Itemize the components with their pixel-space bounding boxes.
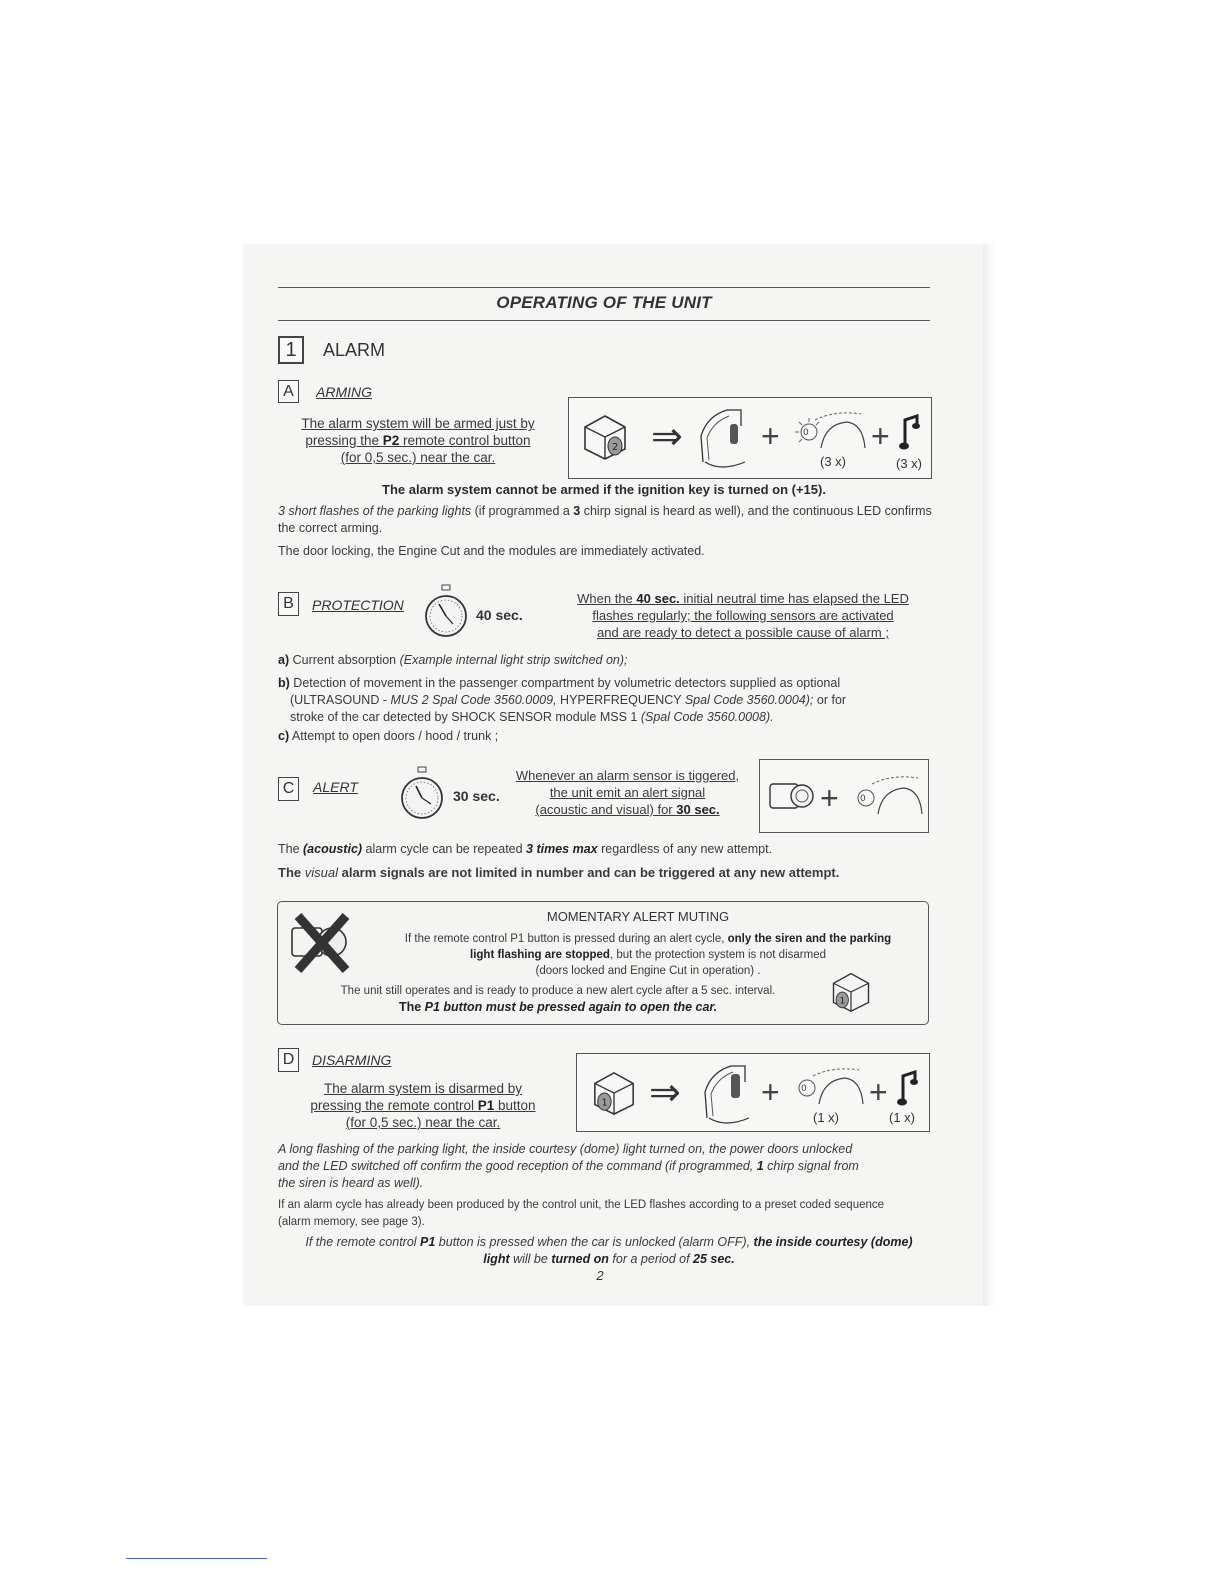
alert-label: ALERT: [313, 779, 358, 795]
disarming-p3b: P1: [420, 1235, 436, 1249]
disarming-diagram: [576, 1053, 930, 1132]
alert-p2-a: The: [278, 865, 305, 880]
item-b-line3a: stroke of the car detected by SHOCK SENSOR module MSS 1: [290, 710, 641, 724]
alert-note-line3b: 30 sec.: [676, 802, 720, 817]
svg-text:0: 0: [803, 428, 809, 438]
item-c-letter: c): [278, 729, 290, 743]
sheet-edge-shadow: [983, 244, 997, 1306]
siren-chirp-icon: [897, 1070, 919, 1106]
disarming-p2b: (alarm memory, see page 3).: [278, 1216, 425, 1228]
section-number: 1: [285, 338, 297, 361]
disarming-p1a: A long flashing of the parking light, the inside courtesy (dome) light turned on, the power doors unlocked: [278, 1142, 853, 1156]
siren-chirp-icon: [899, 414, 921, 450]
disarming-p3d: the inside courtesy (dome): [753, 1235, 913, 1249]
svg-text:0: 0: [801, 1084, 807, 1094]
item-a-letter: a): [278, 653, 290, 667]
right-arrow-icon: ⇒: [649, 1072, 681, 1114]
remote-control-icon: [581, 413, 629, 461]
item-b-line1: Detection of movement in the passenger compartment by volumetric detectors supplied as optional: [289, 676, 841, 690]
muting-l2a: light flashing are stopped: [470, 949, 610, 961]
stopwatch-icon: [422, 584, 470, 640]
plus-sign: +: [871, 418, 890, 454]
arming-label: ARMING: [316, 384, 372, 400]
plus-sign: +: [869, 1074, 888, 1110]
arming-activation-paragraph: The door locking, the Engine Cut and the modules are immediately activated.: [278, 544, 705, 558]
alert-note-line2: the unit emit an alert signal: [549, 785, 706, 800]
arming-letter: A: [283, 382, 294, 400]
plus-sign: +: [761, 1074, 780, 1110]
alert-note: [500, 767, 755, 818]
alert-acoustic-paragraph: [278, 841, 938, 858]
stopwatch-icon: [398, 766, 446, 822]
muting-l1b: only the siren and the parking: [727, 933, 892, 945]
disarming-siren-count: (1 x): [889, 1110, 915, 1125]
muting-l1a: If the remote control P1 button is pressed during an alert cycle,: [404, 933, 728, 945]
protection-item-c: [278, 728, 938, 745]
disarming-p3h: for a period of: [608, 1252, 694, 1266]
disarming-memory-paragraph: [278, 1197, 943, 1231]
protection-note: [555, 590, 931, 641]
disarming-p1e: the siren is heard as well).: [278, 1176, 424, 1190]
alert-time: 30 sec.: [453, 788, 500, 804]
muting-l2b: , but the protection system is not disarmed: [609, 949, 826, 961]
disarming-letter: D: [282, 1051, 295, 1068]
disarming-confirm-paragraph: [278, 1141, 943, 1192]
remote-control-icon: [830, 970, 872, 1014]
arming-desc-line2a: pressing the: [305, 433, 383, 448]
protection-label: PROTECTION: [312, 597, 404, 613]
disarming-p3i: 25 sec.: [693, 1252, 735, 1266]
remote-control-icon: [591, 1070, 637, 1116]
protection-note-a: When the: [577, 591, 637, 606]
muting-text-2: [308, 983, 808, 1016]
item-b-letter: b): [278, 676, 290, 690]
disarming-desc-line2c: button: [494, 1098, 536, 1113]
footer-link-rule: [126, 1558, 267, 1559]
section-number-box: [278, 336, 304, 364]
disarming-letter-box: [278, 1048, 299, 1072]
disarming-description: [275, 1080, 571, 1131]
disarming-desc-p1: P1: [477, 1098, 495, 1113]
disarming-p3f: will be: [509, 1252, 552, 1266]
item-b-line2a: (ULTRASOUND -: [290, 693, 391, 707]
muting-l5a: The: [398, 1000, 425, 1014]
arming-p1-c: chirp signal is heard as well), and the continuous LED confirms the correct arming.: [278, 504, 932, 535]
protection-note-e: and are ready to detect a possible cause of alarm ;: [597, 625, 889, 640]
arming-warning: The alarm system cannot be armed if the ignition key is turned on (+15).: [382, 482, 826, 497]
item-c-text: Attempt to open doors / hood / trunk ;: [289, 729, 499, 743]
alert-p1-d: 3 times max: [526, 842, 598, 856]
page-title: OPERATING OF THE UNIT: [496, 293, 712, 312]
arming-p1-b: 3: [573, 504, 581, 518]
muting-l4: The unit still operates and is ready to produce a new alert cycle after a 5 sec. interval.: [340, 985, 776, 997]
arming-desc-p2: P2: [382, 433, 400, 448]
title-rule-top: [278, 287, 930, 288]
muting-heading: MOMENTARY ALERT MUTING: [546, 909, 730, 924]
arming-siren-count: (3 x): [896, 456, 922, 471]
disarming-desc-line1: The alarm system is disarmed by: [323, 1081, 523, 1096]
alert-note-line3a: (acoustic and visual) for: [535, 802, 677, 817]
disarming-label: DISARMING: [312, 1052, 392, 1068]
arming-description: [283, 415, 553, 466]
disarming-courtesy-paragraph: [270, 1234, 948, 1268]
protection-letter-box: [278, 592, 299, 616]
parking-lights-icon: [848, 772, 924, 818]
svg-text:1: 1: [601, 1097, 608, 1109]
item-a-text: Current absorption: [289, 653, 400, 667]
arming-desc-line3: (for 0,5 sec.) near the car.: [340, 450, 496, 465]
alert-p1-b: (acoustic): [303, 842, 363, 856]
item-b-line3b: (Spal Code 3560.0008).: [640, 710, 774, 724]
alert-p2-c: alarm signals are not limited in number and can be triggered at any new attempt.: [337, 865, 840, 880]
disarming-p2a: If an alarm cycle has already been produced by the control unit, the LED flashes according to a preset coded sequence: [278, 1199, 885, 1211]
disarming-p3e: light: [483, 1252, 510, 1266]
parking-lights-icon: [791, 408, 867, 454]
page-number: 2: [596, 1268, 604, 1283]
muting-l3: (doors locked and Engine Cut in operation) .: [535, 965, 761, 977]
disarming-desc-line3: (for 0,5 sec.) near the car.: [345, 1115, 501, 1130]
disarming-p3c: button is pressed when the car is unlocked (alarm OFF),: [435, 1235, 754, 1249]
alert-p2-b: visual: [304, 865, 338, 880]
protection-note-c: initial neutral time has elapsed the LED: [679, 591, 909, 606]
disarming-p3a: If the remote control: [305, 1235, 421, 1249]
disarming-lights-count: (1 x): [813, 1110, 839, 1125]
arming-letter-box: [278, 380, 299, 403]
alert-letter-box: [278, 777, 299, 801]
disarming-p1b: and the LED switched off confirm the good reception of the command (if programmed,: [278, 1159, 757, 1173]
door-lock-icon: [697, 406, 749, 470]
title-rule-bottom: [278, 320, 930, 321]
disarming-p1d: chirp signal from: [763, 1159, 859, 1173]
svg-text:2: 2: [612, 442, 619, 453]
alert-p1-a: The: [278, 842, 304, 856]
svg-text:1: 1: [839, 996, 846, 1007]
muted-siren-icon: [288, 912, 354, 974]
arming-desc-line2b: remote control button: [399, 433, 531, 448]
muting-l5c: button must be pressed again to open the car.: [439, 1000, 718, 1014]
arming-confirm-paragraph: [278, 503, 938, 537]
item-a-italic: (Example internal light strip switched on);: [399, 653, 628, 667]
alert-note-line1: Whenever an alarm sensor is tiggered,: [515, 768, 740, 783]
svg-text:0: 0: [860, 794, 866, 804]
item-b-line2d: Spal Code 3560.0004);: [684, 693, 814, 707]
alert-p1-e: regardless of any new attempt.: [597, 842, 773, 856]
item-b-line2c: HYPERFREQUENCY: [556, 693, 685, 707]
plus-sign: +: [761, 418, 780, 454]
protection-time: 40 sec.: [476, 607, 523, 623]
muting-l5b: P1: [424, 1000, 440, 1014]
protection-item-a: [278, 652, 938, 669]
arming-p1-a: (if programmed a: [471, 504, 574, 518]
parking-lights-icon: [789, 1064, 865, 1110]
alert-p1-c: alarm cycle can be repeated: [362, 842, 527, 856]
section-heading: ALARM: [323, 340, 386, 360]
item-b-line2e: or for: [813, 693, 847, 707]
alert-letter: C: [282, 780, 295, 797]
disarming-desc-line2a: pressing the remote control: [310, 1098, 478, 1113]
arming-p1-italic: 3 short flashes of the parking lights: [278, 504, 472, 518]
disarming-p3g: turned on: [551, 1252, 609, 1266]
protection-letter: B: [283, 595, 294, 612]
protection-note-b: 40 sec.: [636, 591, 680, 606]
alert-visual-paragraph: [278, 864, 938, 881]
arming-lights-count: (3 x): [820, 454, 846, 469]
muting-box: [277, 901, 929, 1025]
protection-item-b: [278, 675, 938, 726]
arming-desc-line1: The alarm system will be armed just by: [301, 416, 535, 431]
alert-diagram: [759, 759, 929, 833]
right-arrow-icon: ⇒: [651, 416, 683, 458]
arming-diagram: [568, 397, 932, 479]
protection-note-d: flashes regularly; the following sensors are activated: [592, 608, 894, 623]
siren-speaker-icon: [768, 778, 816, 814]
door-lock-icon: [701, 1062, 753, 1126]
plus-sign: +: [820, 780, 839, 816]
item-b-line2b: MUS 2 Spal Code 3560.0009,: [390, 693, 557, 707]
disarming-p1c: 1: [756, 1159, 764, 1173]
